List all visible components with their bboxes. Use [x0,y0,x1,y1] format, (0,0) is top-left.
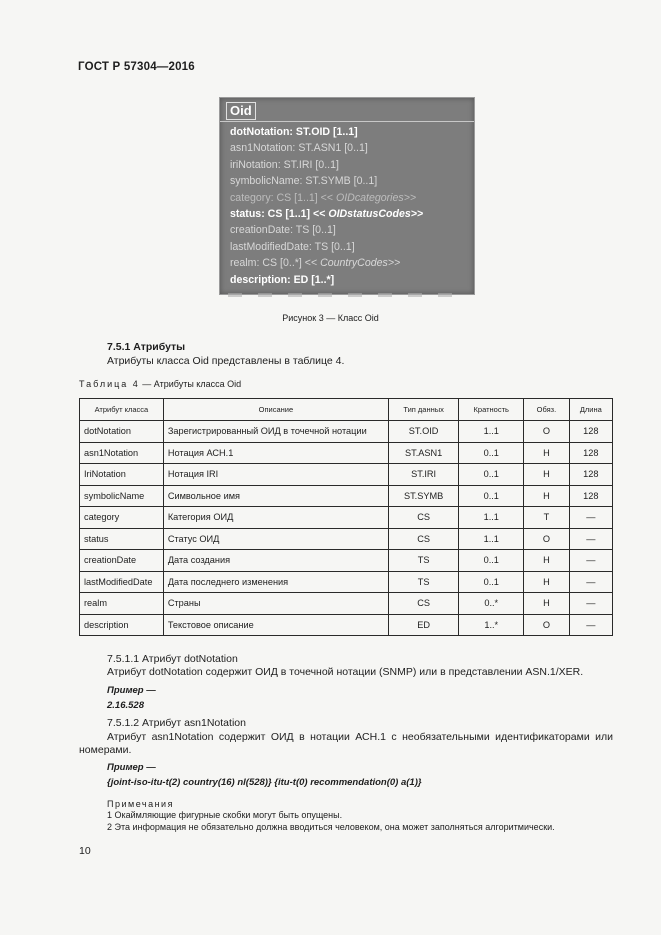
table-row [80,614,613,636]
uml-attribute-text: lastModifiedDate: TS [0..1] [230,240,355,253]
cell-required: О [524,614,569,636]
cell-data-type: ST.OID [388,421,458,443]
uml-attribute [230,222,423,238]
cell-description: Текстовое описание [163,614,388,636]
uml-enum-name: OIDcategories [336,191,404,204]
uml-enum-close: >> [387,257,401,270]
cell-length: — [569,550,612,572]
header-description: Описание [163,399,388,421]
table-row [80,571,613,593]
header-multiplicity: Кратность [459,399,524,421]
uml-attribute-text: symbolicName: ST.SYMB [0..1] [230,175,378,188]
cell-length: — [569,593,612,615]
cell-multiplicity: 1..1 [459,528,524,550]
table-row [80,421,613,443]
subsection-title-asn1notation: 7.5.1.2 Атрибут asn1Notation [107,717,246,729]
cell-required: О [524,421,569,443]
cell-multiplicity: 1..* [459,614,524,636]
example-value-1: 2.16.528 [107,700,144,711]
cell-multiplicity: 0..1 [459,485,524,507]
table-header-row [80,399,613,421]
notes-title: Примечания [107,799,174,809]
note-item: 2 Эта информация не обязательно должна вводиться человеком, она может заполняться алгоритмически. [107,822,555,832]
cell-attribute: category [80,507,164,529]
uml-enum-name: CountryCodes [320,257,388,270]
cell-attribute: lastModifiedDate [80,571,164,593]
subsection-text-dotnotation: Атрибут dotNotation содержит ОИД в точечной нотации (SNMP) или в представлении ASN.1/XER. [107,666,584,678]
subsection-text-asn1-line1: Атрибут asn1Notation содержит ОИД в нотации АСН.1 с необязательными идентификаторами или [107,731,613,743]
cell-description: Дата создания [163,550,388,572]
subsection-text-asn1-line2: номерами. [79,744,132,756]
section-title: 7.5.1 Атрибуты [107,341,186,353]
uml-attribute [230,239,423,255]
cell-multiplicity: 1..1 [459,507,524,529]
note-item: 1 Окаймляющие фигурные скобки могут быть опущены. [107,810,343,820]
table-caption [79,379,241,389]
cell-data-type: CS [388,593,458,615]
figure-caption: Рисунок 3 — Класс Oid [282,313,379,323]
cell-attribute: IriNotation [80,464,164,486]
cell-multiplicity: 0..1 [459,442,524,464]
uml-attribute [230,140,423,156]
uml-attribute [230,190,423,206]
cell-description: Категория ОИД [163,507,388,529]
table-row [80,528,613,550]
cell-length: 128 [569,442,612,464]
uml-attribute-text: description: ED [1..*] [230,273,335,286]
cell-multiplicity: 0..1 [459,464,524,486]
cell-required: Т [524,507,569,529]
cell-attribute: dotNotation [80,421,164,443]
example-label-2: Пример — [107,762,156,773]
cell-data-type: TS [388,550,458,572]
uml-attribute [230,173,423,189]
cell-required: Н [524,571,569,593]
scan-artifact [228,293,466,297]
uml-class-diagram [219,97,475,295]
table-row [80,485,613,507]
cell-description: Страны [163,593,388,615]
cell-required: Н [524,593,569,615]
cell-length: — [569,614,612,636]
table-body [80,421,613,636]
cell-length: — [569,528,612,550]
uml-attribute [230,255,423,271]
uml-attribute-text: iriNotation: ST.IRI [0..1] [230,158,339,171]
cell-data-type: ST.ASN1 [388,442,458,464]
cell-attribute: realm [80,593,164,615]
uml-attribute [230,157,423,173]
uml-attribute-text: dotNotation: ST.OID [1..1] [230,126,358,138]
cell-length: 128 [569,464,612,486]
cell-attribute: symbolicName [80,485,164,507]
header-length: Длина [569,399,612,421]
subsection-title-dotnotation: 7.5.1.1 Атрибут dotNotation [107,653,238,665]
table-row [80,507,613,529]
uml-attribute [230,206,423,222]
cell-length: — [569,507,612,529]
uml-attribute [230,124,423,140]
cell-multiplicity: 0..1 [459,550,524,572]
table-caption-number: Таблица 4 [79,379,140,389]
cell-data-type: ED [388,614,458,636]
cell-length: — [569,571,612,593]
example-label-1: Пример — [107,685,156,696]
cell-multiplicity: 0..1 [459,571,524,593]
cell-multiplicity: 1..1 [459,421,524,443]
cell-attribute: description [80,614,164,636]
cell-attribute: asn1Notation [80,442,164,464]
header-required: Обяз. [524,399,569,421]
uml-attribute-text: asn1Notation: ST.ASN1 [0..1] [230,142,368,155]
cell-description: Дата последнего изменения [163,571,388,593]
table-row [80,550,613,572]
cell-attribute: status [80,528,164,550]
cell-required: О [524,528,569,550]
uml-divider [220,121,474,122]
cell-required: Н [524,485,569,507]
cell-data-type: CS [388,528,458,550]
uml-enum-name: OIDstatusCodes [328,208,411,221]
uml-class-name: Oid [226,102,256,120]
section-intro: Атрибуты класса Oid представлены в таблице 4. [107,355,345,367]
cell-data-type: TS [388,571,458,593]
uml-attribute-list [230,124,423,288]
attributes-table [79,398,613,636]
table-row [80,464,613,486]
standard-header: ГОСТ Р 57304—2016 [78,61,195,73]
uml-attribute-text: realm: CS [0..*] << [230,257,321,270]
cell-description: Символьное имя [163,485,388,507]
header-data-type: Тип данных [388,399,458,421]
cell-attribute: creationDate [80,550,164,572]
cell-description: Статус ОИД [163,528,388,550]
table-caption-title: — Атрибуты класса Oid [139,379,242,389]
table-row [80,442,613,464]
uml-enum-close: >> [403,191,417,204]
uml-attribute-text: category: CS [1..1] << [230,191,336,204]
cell-description: Зарегистрированный ОИД в точечной нотации [163,421,388,443]
table-row [80,593,613,615]
cell-required: Н [524,442,569,464]
cell-description: Нотация IRI [163,464,388,486]
cell-data-type: CS [388,507,458,529]
cell-data-type: ST.IRI [388,464,458,486]
uml-enum-close: >> [410,208,424,221]
cell-description: Нотация АСН.1 [163,442,388,464]
uml-attribute [230,272,423,288]
page-number: 10 [79,845,91,857]
cell-length: 128 [569,421,612,443]
uml-attribute-text: status: CS [1..1] << [230,208,329,221]
cell-multiplicity: 0..* [459,593,524,615]
example-value-2: {joint-iso-itu-t(2) country(16) nl(528)} {itu-t(0) recommendation(0) a(1)} [107,777,422,788]
header-attribute: Атрибут класса [80,399,164,421]
cell-data-type: ST.SYMB [388,485,458,507]
cell-required: Н [524,464,569,486]
cell-required: Н [524,550,569,572]
cell-length: 128 [569,485,612,507]
uml-attribute-text: creationDate: TS [0..1] [230,224,336,237]
